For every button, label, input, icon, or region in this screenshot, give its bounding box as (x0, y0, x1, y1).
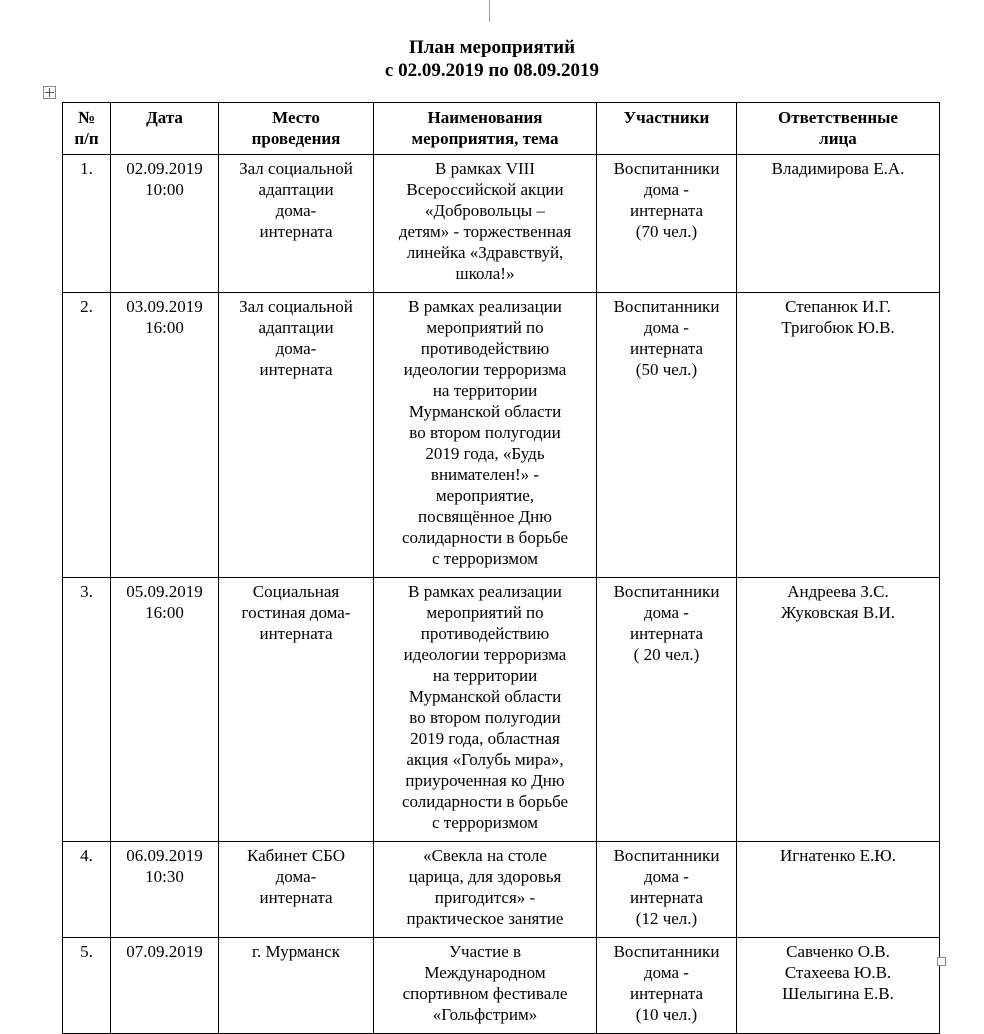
cell-event-name (374, 155, 597, 293)
cell-event-name (374, 293, 597, 578)
plan-table (62, 102, 940, 1034)
text-cursor (489, 0, 491, 22)
cell-line: посвящённое Дню (418, 507, 552, 526)
cell-line: Воспитанники (613, 846, 720, 865)
cell-line: дома - (644, 318, 689, 337)
cell-line: «Добровольцы – (425, 201, 545, 220)
cell-participants (597, 155, 737, 293)
cell-line: школа!» (455, 264, 515, 283)
cell-line: интерната (259, 360, 333, 379)
header-line: проведения (251, 129, 341, 148)
page-title-line-1: План мероприятий (408, 37, 576, 58)
cell-line: во втором полугодии (409, 708, 561, 727)
cell-line: солидарности в борьбе (401, 528, 569, 547)
cell-line: интерната (259, 222, 333, 241)
page-title-line-2: с 02.09.2019 по 08.09.2019 (384, 60, 600, 81)
cell-line: адаптации (258, 318, 334, 337)
cell-place (219, 842, 374, 938)
cell-line: Зал социальной (239, 297, 353, 316)
cell-line: Воспитанники (613, 159, 720, 178)
cell-line: Игнатенко Е.Ю. (779, 846, 897, 865)
cell-line: (10 чел.) (635, 1005, 698, 1024)
cell-line: с терроризмом (431, 813, 539, 832)
cell-line: Мурманской области (408, 687, 562, 706)
cell-line: Участие в (448, 942, 522, 961)
cell-participants (597, 293, 737, 578)
header-line: лица (819, 129, 857, 148)
cell-responsible (737, 578, 940, 842)
cell-line: Шелыгина Е.В. (782, 984, 894, 1003)
cell-line: во втором полугодии (409, 423, 561, 442)
cell-line: 02.09.2019 (126, 159, 203, 178)
cell-line: Зал социальной (239, 159, 353, 178)
cell-line: «Гольфстрим» (432, 1005, 538, 1024)
cell-line: Андреева З.С. (787, 582, 889, 601)
cell-line: интерната (629, 339, 704, 358)
cell-line: идеологии терроризма (403, 645, 567, 664)
cell-line: Социальная (252, 582, 340, 601)
cell-event-name (374, 842, 597, 938)
cell-line: 07.09.2019 (126, 942, 203, 961)
cell-place (219, 293, 374, 578)
cell-line: В рамках реализации (408, 297, 562, 316)
cell-line: интерната (259, 624, 333, 643)
table-row (63, 842, 940, 938)
header-line: Дата (146, 108, 183, 127)
cell-date (111, 842, 219, 938)
header-line: Участники (623, 108, 710, 127)
cell-line: линейка «Здравствуй, (406, 243, 564, 262)
column-header-responsible (737, 103, 940, 155)
cell-line: 10:00 (145, 180, 184, 199)
cell-date (111, 578, 219, 842)
cell-line: 16:00 (145, 318, 184, 337)
cell-line: Воспитанники (613, 942, 720, 961)
cell-line: дома- (275, 339, 317, 358)
cell-line: 05.09.2019 (126, 582, 203, 601)
cell-line: (12 чел.) (635, 909, 698, 928)
cell-line: практическое занятие (406, 909, 564, 928)
cell-number (63, 578, 111, 842)
cell-event-name (374, 938, 597, 1034)
cell-line: Кабинет СБО (247, 846, 345, 865)
cell-place (219, 578, 374, 842)
cell-line: 2019 года, «Будь (425, 444, 545, 463)
cell-line: гостиная дома- (241, 603, 351, 622)
column-header-date (111, 103, 219, 155)
cell-line: солидарности в борьбе (401, 792, 569, 811)
cell-line: В рамках реализации (408, 582, 562, 601)
cell-date (111, 938, 219, 1034)
cell-line: дома- (275, 201, 317, 220)
cell-date (111, 293, 219, 578)
cell-place (219, 155, 374, 293)
cell-line: (50 чел.) (635, 360, 698, 379)
cell-line: дома- (275, 867, 317, 886)
cell-line: 10:30 (145, 867, 184, 886)
table-move-handle[interactable] (43, 86, 56, 99)
column-header-event-name (374, 103, 597, 155)
plan-table-container (62, 102, 939, 1034)
cell-line: мероприятий по (426, 603, 544, 622)
page-title (0, 0, 984, 82)
cell-date (111, 155, 219, 293)
cell-line: спортивном фестивале (402, 984, 568, 1003)
cell-line: пригодится» - (434, 888, 536, 907)
table-row (63, 155, 940, 293)
cell-line: Всероссийской акции (406, 180, 564, 199)
header-line: п/п (74, 129, 99, 148)
cell-line: идеологии терроризма (403, 360, 567, 379)
cell-line: интерната (629, 624, 704, 643)
header-line: Место (272, 108, 320, 127)
cell-line: ( 20 чел.) (633, 645, 700, 664)
header-line: № (77, 108, 96, 127)
table-body (63, 155, 940, 1034)
cell-line: интерната (629, 201, 704, 220)
cell-line: Жуковская В.И. (780, 603, 895, 622)
column-header-participants (597, 103, 737, 155)
cell-line: детям» - торжественная (398, 222, 572, 241)
table-header-row (63, 103, 940, 155)
cell-line: Тригобюк Ю.В. (781, 318, 895, 337)
table-row (63, 293, 940, 578)
cell-line: 2. (80, 297, 93, 316)
cell-place (219, 938, 374, 1034)
table-row (63, 578, 940, 842)
cell-responsible (737, 938, 940, 1034)
cell-line: Международном (424, 963, 546, 982)
cell-line: Мурманской области (408, 402, 562, 421)
cell-line: дома - (644, 963, 689, 982)
cell-responsible (737, 842, 940, 938)
column-header-place (219, 103, 374, 155)
header-line: Ответственные (778, 108, 898, 127)
cell-line: Степанюк И.Г. (785, 297, 891, 316)
cell-line: дома - (644, 867, 689, 886)
cell-number (63, 938, 111, 1034)
cell-line: мероприятий по (426, 318, 544, 337)
cell-line: противодействию (420, 624, 550, 643)
table-row (63, 938, 940, 1034)
cell-participants (597, 578, 737, 842)
cell-participants (597, 938, 737, 1034)
cell-line: «Свекла на столе (423, 846, 547, 865)
cell-line: дома - (644, 180, 689, 199)
header-line: мероприятия, тема (411, 129, 559, 148)
cell-line: Савченко О.В. (786, 942, 890, 961)
cell-line: на территории (432, 381, 538, 400)
cell-line: мероприятие, (435, 486, 535, 505)
cell-line: с терроризмом (431, 549, 539, 568)
cell-number (63, 155, 111, 293)
cell-line: Воспитанники (613, 297, 720, 316)
cell-number (63, 842, 111, 938)
header-line: Наименования (427, 108, 543, 127)
cell-line: 06.09.2019 (126, 846, 203, 865)
cell-number (63, 293, 111, 578)
cell-participants (597, 842, 737, 938)
cell-line: 2019 года, областная (410, 729, 560, 748)
cell-line: внимателен!» - (430, 465, 540, 484)
cell-line: приуроченная ко Дню (405, 771, 565, 790)
cell-line: интерната (259, 888, 333, 907)
cell-line: 03.09.2019 (126, 297, 203, 316)
cell-line: противодействию (420, 339, 550, 358)
cell-line: (70 чел.) (635, 222, 698, 241)
cell-line: адаптации (258, 180, 334, 199)
cell-line: В рамках VIII (435, 159, 535, 178)
cell-line: 1. (80, 159, 93, 178)
cell-line: акция «Голубь мира», (406, 750, 564, 769)
cell-event-name (374, 578, 597, 842)
cell-responsible (737, 293, 940, 578)
table-resize-handle[interactable] (937, 957, 946, 966)
cell-line: Стахеева Ю.В. (784, 963, 892, 982)
cell-line: Воспитанники (613, 582, 720, 601)
column-header-number (63, 103, 111, 155)
cell-line: 4. (80, 846, 93, 865)
cell-line: дома - (644, 603, 689, 622)
cell-line: интерната (629, 888, 704, 907)
cell-line: г. Мурманск (251, 942, 341, 961)
cell-line: 5. (80, 942, 93, 961)
cell-line: 3. (80, 582, 93, 601)
cell-line: Владимирова Е.А. (771, 159, 905, 178)
cell-line: 16:00 (145, 603, 184, 622)
cell-line: интерната (629, 984, 704, 1003)
cell-responsible (737, 155, 940, 293)
cell-line: на территории (432, 666, 538, 685)
cell-line: царица, для здоровья (408, 867, 562, 886)
